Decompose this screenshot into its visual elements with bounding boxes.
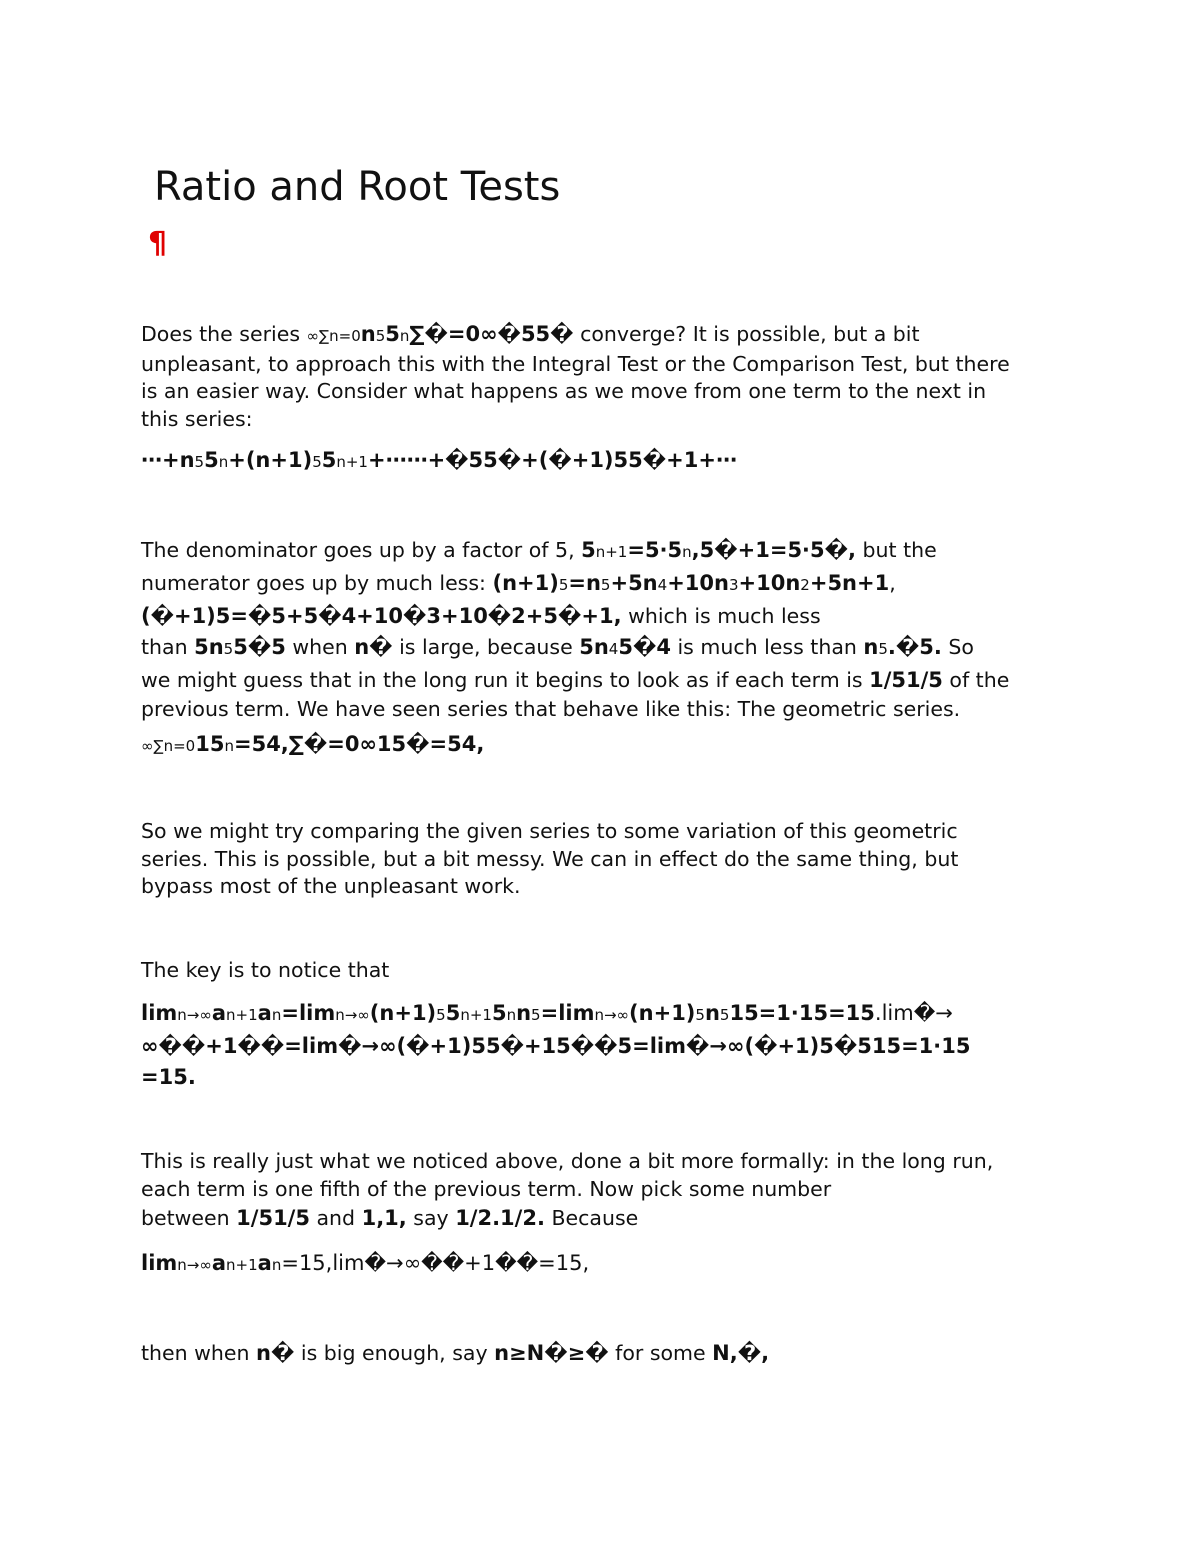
denominator-line-6: previous term. We have seen series that behave like this: The geometric series. (141, 697, 961, 721)
denominator-line-4: than 5n55�5 when n� is large, because 5n45�4 is much less than n5.�5. So (141, 635, 974, 659)
one-fifth-line-1: This is really just what we noticed above, done a bit more formally: in the long run, (141, 1149, 994, 1173)
comparison-line-1: So we might try comparing the given series to some variation of this geometric (141, 819, 958, 843)
one-fifth-line-3: between 1/51/5 and 1,1, say 1/2.1/2. Because (141, 1206, 639, 1230)
geometric-series-equation: ∞∑n=015n=54,∑�=0∞15�=54, (141, 732, 485, 756)
comparison-paragraph (141, 818, 1066, 901)
ratio-limit-equation (141, 998, 1071, 1093)
intro-line-3: is an easier way. Consider what happens as we move from one term to the next in (141, 379, 987, 403)
key-line-1: The key is to notice that (141, 958, 390, 982)
denominator-line-3: (�+1)5=�5+5�4+10�3+10�2+5�+1, which is much less (141, 604, 821, 628)
denominator-line-1: The denominator goes up by a factor of 5, 5n+1=5⋅5n,5�+1=5⋅5�, but the (141, 538, 937, 562)
series-terms-equation: ⋯+n55n+(n+1)55n+1+⋯⋯+�55�+(�+1)55�+1+⋯ (141, 448, 737, 472)
one-fifth-paragraph (141, 1148, 1066, 1233)
page-title: Ratio and Root Tests (154, 164, 561, 210)
big-enough-line-1: then when n� is big enough, say n≥N�≥� for some N,�, (141, 1341, 770, 1365)
comparison-line-2: series. This is possible, but a bit messy. We can in effect do the same thing, but (141, 846, 959, 871)
intro-paragraph (141, 321, 1066, 433)
denominator-line-2: numerator goes up by much less: (n+1)5=n5+5n4+10n3+10n2+5n+1, (141, 571, 896, 595)
ratio-limit-line-2: ∞��+1��=lim�→∞(�+1)55�+15��5=lim�→∞(�+1)5�515=1⋅15 (141, 1034, 971, 1058)
pilcrow-anchor-icon[interactable]: ¶ (148, 226, 168, 261)
ratio-limit-line-3: =15. (141, 1065, 196, 1089)
key-paragraph (141, 957, 1066, 985)
denominator-paragraph (141, 535, 1066, 722)
one-fifth-line-2: each term is one fifth of the previous term. Now pick some number (141, 1176, 832, 1201)
limit-one-fifth-equation: limn→∞an+1an=15,lim�→∞��+1��=15, (141, 1251, 590, 1275)
denominator-line-5: we might guess that in the long run it begins to look as if each term is 1/51/5 of the (141, 668, 1010, 692)
big-enough-paragraph (141, 1340, 1066, 1368)
intro-line-1: Does the series ∞∑n=0n55n∑�=0∞�55� converge? It is possible, but a bit (141, 322, 920, 346)
comparison-line-3: bypass most of the unpleasant work. (141, 874, 521, 898)
intro-line-4: this series: (141, 406, 253, 431)
intro-line-2: unpleasant, to approach this with the Integral Test or the Comparison Test, but there (141, 351, 1010, 376)
ratio-limit-line-1: limn→∞an+1an=limn→∞(n+1)55n+15nn5=limn→∞(n+1)5n515=1⋅15=15.lim�→ (141, 1001, 953, 1025)
